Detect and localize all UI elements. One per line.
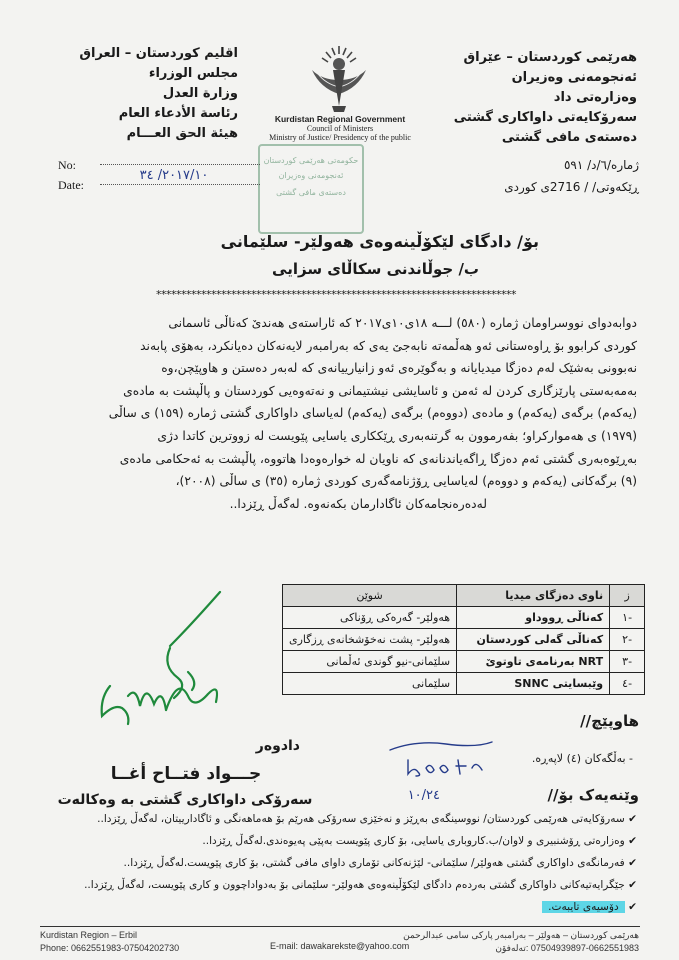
row-number: -٤: [610, 673, 645, 695]
media-place-cell: هەولێر- گەرەکی ڕۆناکی: [283, 607, 457, 629]
table-header-cell: ز: [610, 585, 645, 607]
row-number: -١: [610, 607, 645, 629]
header-left-block: [48, 44, 238, 144]
footer-rule: [40, 926, 640, 927]
body-line: کوردی کرابوو بۆ ڕاوەستانی ئەو هەڵمەتە نابەجێ یەی کە بەرامبەر لایەنەکان دەیانکرد، بەهۆی پابەند: [140, 338, 637, 353]
date-label: Date:: [58, 178, 84, 192]
distribution-item: ✔ جێگرایەتیەکانی داواکاری گشتی بەردەم دادگای لێکۆڵینەوەی هەولێر- سلێمانی بۆ بەدواداچوون و کاری پێویست، لەگەڵ ڕێزدا..: [84, 879, 637, 891]
media-name-cell: NRT بەرنامەی تاوتوێ: [457, 651, 610, 673]
table-header-row: [283, 585, 645, 607]
header-right-line: ئەنجومەنی وەزیران: [511, 70, 637, 85]
table-row: [283, 629, 645, 651]
signatory-title: دادوەر: [255, 738, 300, 754]
table-row: [283, 651, 645, 673]
attachments-label: هاوپێچ//: [580, 712, 639, 730]
date-underline: [100, 184, 260, 185]
header-right-line: وەزارەتی داد: [553, 90, 637, 105]
header-right-line: دەستەی مافی گشتی: [501, 130, 637, 145]
header-left-line: وزارة العدل: [162, 86, 238, 101]
table-header-cell: شوێن: [283, 585, 457, 607]
media-place-cell: هەولێر- پشت نەخۆشخانەی ڕزگاری: [283, 629, 457, 651]
krg-eagle-logo-icon: [308, 40, 370, 114]
logo-line-ministry: Ministry of Justice/ Presidency of the public: [269, 133, 411, 142]
body-line: لەدەرەنجامەکان ئاگادارمان بکەنەوە. لەگەڵ ڕێزدا..: [229, 496, 487, 511]
no-label: No:: [58, 158, 76, 172]
logo-line-council: Council of Ministers: [306, 124, 374, 133]
distribution-list: [37, 808, 637, 918]
attachments-items: - بەڵگەکان (٤) لاپەڕە.: [531, 752, 633, 765]
header-right-block: [427, 48, 637, 148]
body-line: دوابەدوای نووسراومان ژمارە (٥٨٠) لـــە ١٨ی١٠ی٢٠١٧ کە ئاراستەی هەندێ کەناڵی ئاسمانی: [168, 316, 637, 330]
recipient-to: بۆ/ دادگای لێکۆڵینەوەی هەولێر- سلێمانی: [220, 232, 539, 251]
handwritten-initials-icon: [386, 738, 496, 788]
media-name-cell: کەناڵی گەلی کوردستان: [457, 629, 610, 651]
stars-separator: ************************************************************************: [156, 288, 516, 301]
stamp-line: حکومەتی هەرێمی کوردستان: [263, 156, 359, 165]
footer-left-1: Kurdistan Region – Erbil: [40, 930, 138, 940]
body-line: (یەکەم) برگەی (یەکەم) و مادەی (دووەم) برگەی (یەکەم) لەیاسای داواکاری گشتی ژمارە (١٥٩) ی ساڵی: [108, 406, 637, 421]
media-table-wrap: [282, 584, 645, 695]
header-left-line: رئاسة الأدعاء العام: [118, 106, 238, 121]
stamp-line: دەستەی مافی گشتی: [276, 188, 346, 197]
checkmark-icon: ✔: [624, 835, 637, 847]
handwritten-date: ١٠/٢٤: [407, 788, 440, 803]
no-underline: [100, 164, 260, 165]
distribution-item: ✔ فەرمانگەی داواکاری گشتی هەولێر/ سلێمانی- لێژنەکانی تۆماری داوای مافی گشتی، بۆ کاری پێویست.لەگەڵ ڕێزدا..: [123, 857, 637, 869]
row-number: -٢: [610, 629, 645, 651]
table-row: [283, 673, 645, 695]
footer-right-1: هەرێمی کوردستان – هەولێر – بەرامبەر پارکی سامی عبدالرحمن: [403, 930, 639, 940]
footer-right-2: 07504939897-0662551983 :تەلەفۆن: [495, 943, 639, 953]
checkmark-icon: ✔: [624, 857, 637, 869]
signatory-name: جـــواد فتــاح أغــا: [110, 764, 262, 784]
date-value: ٢٠١٧/١٠/ ٣٤: [139, 168, 209, 183]
rekewt-line: ڕێکەوتی/ / 2716ی کوردی: [504, 180, 639, 194]
stamp-line: ئەنجومەنی وەزیران: [278, 171, 344, 180]
media-table: [282, 584, 645, 695]
footer-email: E-mail: dawakarekste@yahoo.com: [270, 941, 410, 951]
logo-caption: [262, 114, 418, 142]
logo-line-krg: Kurdistan Regional Government: [274, 114, 406, 124]
official-stamp: [258, 144, 364, 234]
table-header-cell: ناوی دەزگای میدیا: [457, 585, 610, 607]
header-right-line: سەرۆکایەتی داواکاری گشتی: [453, 110, 637, 125]
distribution-label: وێنەیەک بۆ//: [547, 786, 639, 804]
body-line: بەڕێوەبەری گشتی ئەم دەزگا ڕاگەیاندنانەی کە ناویان لە خوارەوەدا هاتووە، پاڵپشت بە ئەحکامی مادەی: [119, 451, 637, 466]
header-left-line: مجلس الوزراء: [148, 66, 238, 81]
distribution-item: ✔ سەرۆکایەتی هەرێمی کوردستان/ نووسینگەی بەڕێز و نەخێزی سەرۆکی هەرێم بۆ هەماهەنگی و ئاگادارییتان، لەگەڵ ڕێزدا..: [97, 813, 637, 825]
distribution-item: ✔ دۆسیەی تایبەت.: [37, 896, 637, 918]
body-line: نەبوونی بەشێک لەم دەزگا میدیایانە و بەگوێرەی ئەو زانیارییانەی کە لەبەر دەستن و هاوپێچن،وە: [161, 361, 637, 376]
body-line: بەمەبەستی پارێزگاری کردن لە ئەمن و ئاسایشی نیشتیمانی و نەتەوەیی کوردستان و پاڵپشت بە مادەی: [123, 383, 637, 398]
header-right-line: هەرێمی کوردستان – عێراق: [463, 50, 637, 65]
checkmark-icon: ✔: [624, 879, 637, 891]
number-line: ژمارە/٦/د/ ٥٩١: [563, 158, 639, 172]
handwritten-signature-icon: [70, 586, 260, 736]
checkmark-icon: ✔: [624, 813, 637, 825]
media-name-cell: وێبسایتی SNNC: [457, 673, 610, 695]
signatory-position: سەرۆکی داواکاری گشتی بە وەکالەت: [57, 792, 313, 808]
checkmark-icon: ✔: [624, 901, 637, 913]
header-left-line: هيئة الحق العـــام: [126, 126, 238, 141]
distribution-item: ✔ وەزارەتی ڕۆشنبیری و لاوان/ب.کاروباری یاسایی، بۆ کاری پێویست بەپێی پەیوەندی.لەگەڵ ڕێزدا..: [202, 835, 637, 847]
subject-line: ب/ جوڵاندنی سکاڵای سزایی: [272, 260, 479, 278]
header-left-line: اقليم كوردستان – العراق: [79, 46, 238, 61]
media-name-cell: کەناڵی ڕووداو: [457, 607, 610, 629]
row-number: -٣: [610, 651, 645, 673]
body-line: (٩) برگەکانی (یەکەم و دووەم) لەیاسایی ڕۆژنامەگەری کوردی ژمارە (٣٥) ی ساڵی (٢٠٠٨)،: [175, 474, 637, 489]
body-paragraph: [37, 312, 637, 515]
media-place-cell: سلێمانی: [283, 673, 457, 695]
table-row: [283, 607, 645, 629]
footer-left-2: Phone: 0662551983-07504202730: [40, 943, 180, 953]
media-place-cell: سلێمانی-نیو گوندی ئەڵمانی: [283, 651, 457, 673]
body-line: (١٩٧٩) ی هەمواركراو؛ بفەرموون بە گرتنەبەری ڕێککاری یاسایی پێویست لە زووترین کاتدا دژی: [157, 428, 637, 443]
